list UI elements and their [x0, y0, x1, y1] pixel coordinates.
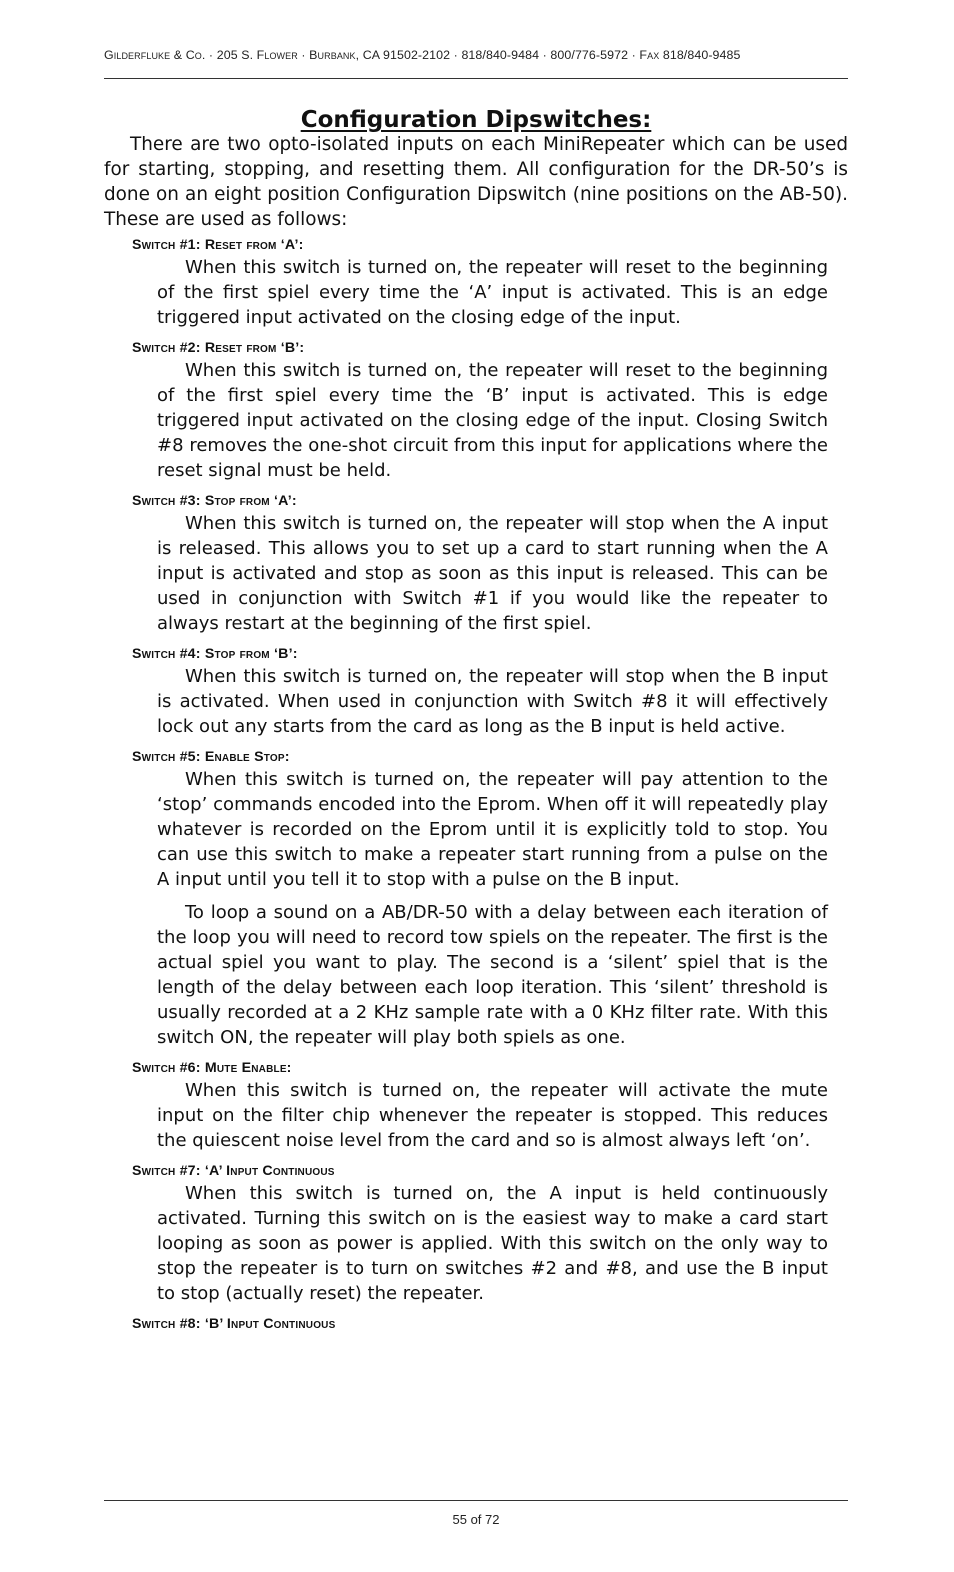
switch-heading: Switch #3: Stop from ‘A’:: [132, 493, 297, 509]
switch-description: When this switch is turned on, the repeater will activate the mute input on the filter chip whenever the repeater is stopped. This reduces the quiescent noise level from the card and so is almost always left ‘on’.: [157, 1080, 828, 1151]
switch-2: [104, 338, 848, 483]
switch-list: [104, 235, 848, 1334]
switch-description: When this switch is turned on, the repeater will stop when the A input is released. This allows you to set up a card to start running when the A input is activated and stop as soon as this input is released. This can be used in conjunction with Switch #1 if you would like the repeater to always restart at the beginning of the first spiel.: [157, 513, 828, 634]
switch-heading: Switch #2: Reset from ‘B’:: [132, 340, 305, 356]
switch-description: When this switch is turned on, the A input is held continuously activated. Turning this switch on is the easiest way to make a card start looping as soon as power is applied. With this switch on the only way to stop the repeater is to turn on switches #2 and #8, and use the B input to stop (actually reset) the repeater.: [157, 1183, 828, 1304]
switch-heading: Switch #4: Stop from ‘B’:: [132, 646, 298, 662]
switch-heading: Switch #6: Mute Enable:: [132, 1060, 292, 1076]
switch-3: [104, 491, 848, 636]
page-number: 55 of 72: [452, 1512, 500, 1527]
switch-6: [104, 1058, 848, 1153]
switch-description: When this switch is turned on, the repeater will reset to the beginning of the first spiel every time the ‘B’ input is activated. This is edge triggered input activated on the closing edge of the input. Closing Switch #8 removes the one-shot circuit from this input for applications where the reset signal must be held.: [157, 360, 828, 481]
switch-heading: Switch #8: ‘B’ Input Continuous: [132, 1316, 336, 1332]
switch-description: When this switch is turned on, the repeater will pay attention to the ‘stop’ commands encoded into the Eprom. When off it will repeatedly play whatever is recorded on the Eprom until it is explicitly told to stop. You can use this switch to make a repeater start running from a pulse on the A input until you tell it to stop with a pulse on the B input.: [157, 769, 828, 890]
switch-description: When this switch is turned on, the repeater will stop when the B input is activated. When used in conjunction with Switch #8 it will effectively lock out any starts from the card as long as the B input is held active.: [157, 666, 828, 737]
section-title: Configuration Dipswitches:: [300, 107, 652, 134]
header-divider: [104, 78, 848, 79]
switch-heading: Switch #1: Reset from ‘A’:: [132, 237, 304, 253]
page-header: Gilderfluke & Co. · 205 S. Flower · Burbank, CA 91502-2102 · 818/840-9484 · 800/776-5972 · Fax 818/840-9485: [104, 48, 741, 62]
switch-description: To loop a sound on a AB/DR-50 with a delay between each iteration of the loop you will need to record tow spiels on the repeater. The first is the actual spiel you want to play. The second is a ‘silent’ spiel that is the length of the delay between each loop iteration. This ‘silent’ threshold is usually recorded at a 2 KHz sample rate with a 0 KHz filter rate. With this switch ON, the repeater will play both spiels as one.: [157, 902, 828, 1048]
footer-divider: [104, 1500, 848, 1501]
switch-4: [104, 644, 848, 739]
switch-1: [104, 235, 848, 330]
intro-paragraph: There are two opto-isolated inputs on each MiniRepeater which can be used for starting, stopping, and resetting them. All configuration for the DR-50’s is done on an eight position Configuration Dipswitch (nine positions on the AB-50). These are used as follows:: [104, 134, 848, 230]
switch-8: [104, 1314, 848, 1334]
switch-heading: Switch #5: Enable Stop:: [132, 749, 290, 765]
switch-7: [104, 1161, 848, 1306]
switch-description: When this switch is turned on, the repeater will reset to the beginning of the first spiel every time the ‘A’ input is activated. This is an edge triggered input activated on the closing edge of the input.: [157, 257, 828, 328]
switch-5: [104, 747, 848, 1050]
switch-heading: Switch #7: ‘A’ Input Continuous: [132, 1163, 335, 1179]
